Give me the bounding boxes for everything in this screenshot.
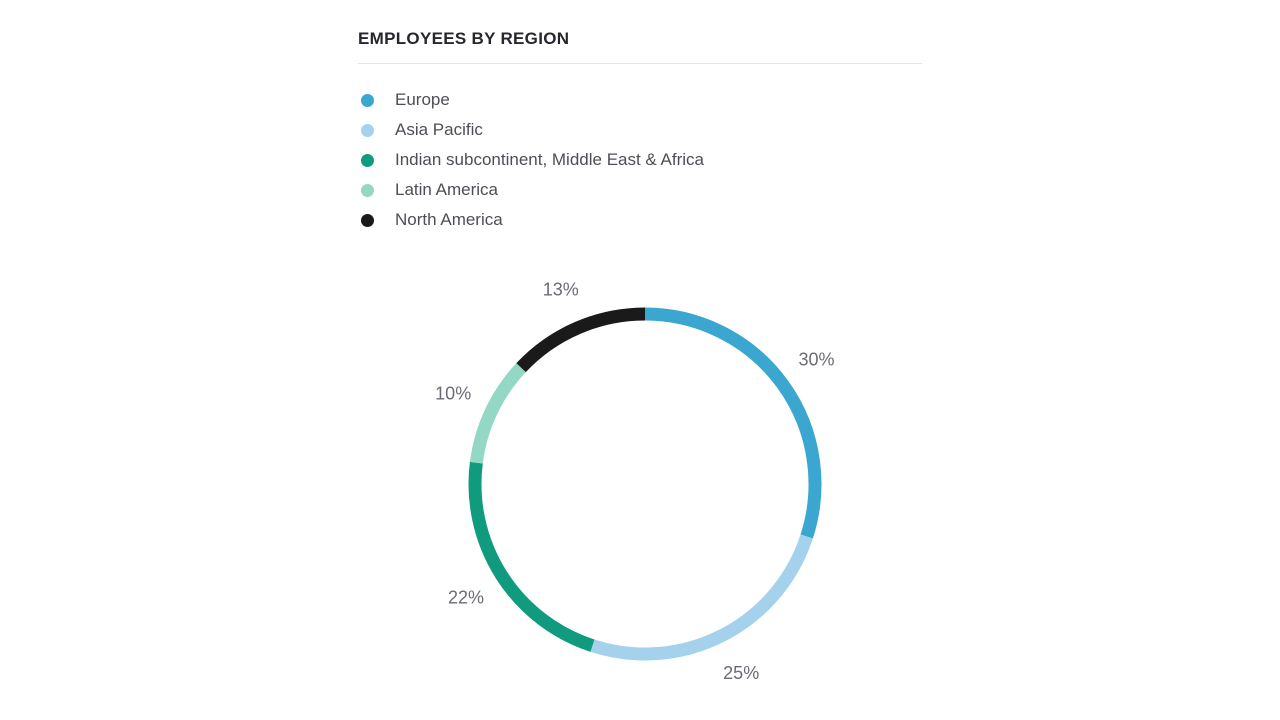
title-divider bbox=[358, 63, 922, 64]
donut-segment-north-america bbox=[521, 314, 645, 368]
legend-color-dot bbox=[361, 214, 374, 227]
donut-segment-asia-pacific bbox=[592, 537, 806, 654]
legend-color-dot bbox=[361, 94, 374, 107]
donut-value-label: 10% bbox=[435, 383, 472, 404]
legend-item bbox=[358, 145, 922, 175]
legend-item bbox=[358, 115, 922, 145]
legend-color-dot bbox=[361, 184, 374, 197]
chart-legend bbox=[358, 85, 922, 235]
legend-label: Latin America bbox=[395, 180, 498, 199]
legend-label: Indian subcontinent, Middle East & Africa bbox=[395, 150, 705, 169]
legend-label: North America bbox=[395, 210, 503, 229]
legend-item bbox=[358, 85, 922, 115]
donut-segment-latin-america bbox=[476, 368, 521, 463]
legend-color-dot bbox=[361, 154, 374, 167]
donut-chart bbox=[415, 254, 875, 714]
legend-item bbox=[358, 175, 922, 205]
legend-label: Asia Pacific bbox=[395, 120, 483, 139]
chart-title: EMPLOYEES BY REGION bbox=[358, 29, 570, 48]
donut-value-label: 13% bbox=[542, 279, 579, 300]
donut-chart-container bbox=[415, 254, 875, 714]
donut-segment-europe bbox=[645, 314, 815, 537]
donut-value-label: 25% bbox=[723, 662, 760, 683]
donut-value-label: 30% bbox=[798, 349, 835, 370]
legend-color-dot bbox=[361, 124, 374, 137]
employees-by-region-section bbox=[358, 28, 922, 235]
legend-label: Europe bbox=[395, 90, 450, 109]
legend-item bbox=[358, 205, 922, 235]
donut-segment-indian-subcontinent-middle-east-africa bbox=[475, 463, 592, 646]
donut-value-label: 22% bbox=[447, 587, 485, 608]
